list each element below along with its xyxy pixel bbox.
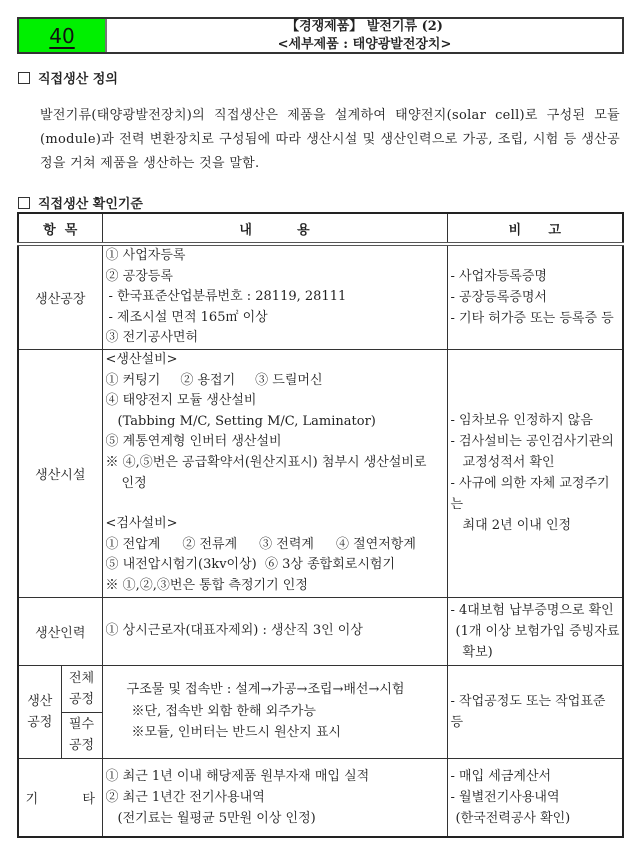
note-line: 확보) [462,644,493,660]
row-label: 생산인력 [18,597,102,665]
definition-heading [18,68,118,87]
title-line-1: 【경쟁제품】 발전기류 (2) [286,18,443,34]
content-line: ② 공장등록 [105,268,173,284]
content-line: ① 최근 1년 이내 해당제품 원부자재 매입 실적 [105,768,370,784]
column-header-content: 내 용 [102,213,447,244]
content-line: ③ 전기공사면허 [105,330,198,346]
note-line: - 사업자등록증명 [450,268,547,284]
criteria-heading-text: 직접생산 확인기준 [38,197,143,212]
title-cell [107,19,622,52]
row-label: 기 타 [18,758,102,837]
note-line: - 4대보험 납부증명으로 확인 [450,602,614,618]
row-content [102,244,447,349]
label-line: 생산 [27,693,53,709]
content-line: (Tabbing M/C, Setting M/C, Laminator) [117,413,376,429]
column-header-item: 항 목 [18,213,102,244]
label-line: 공정 [68,691,95,707]
table-row-factory [18,244,623,349]
title-box [17,17,624,54]
equipment-item: ③ 전력계 [259,536,314,552]
row-notes [447,244,623,349]
note-line: 최대 2년 이내 인정 [462,518,572,534]
column-header-remarks: 비 고 [447,213,623,244]
label-line: 공정 [68,738,95,753]
note-line: - 기타 허가증 또는 등록증 등 [450,310,614,326]
row-content [102,665,447,758]
content-line: ※모듈, 인버터는 반드시 원산지 표시 [131,725,341,741]
item-number-cell [19,19,107,52]
row-content [102,758,447,837]
checkbox-square-icon [18,197,30,209]
note-line: - 공장등록증명서 [450,289,547,305]
row-content [102,349,447,597]
table-row-facility [18,349,623,597]
note-line: - 검사설비는 공인검사기관의 [450,434,614,450]
equipment-item: ① 전압계 [105,536,161,552]
equipment-item: ② 전류계 [182,536,238,552]
production-equipment-heading: <생산설비> [105,351,178,367]
table-header-row [18,213,623,244]
table-row-other [18,758,623,837]
equipment-item: ③ 드릴머신 [255,372,323,388]
table-row-manpower [18,597,623,665]
note-line: - 사규에 의한 자체 교정주기는 [450,476,610,513]
label-line: 필수 [68,717,95,732]
inspection-equipment-heading: <검사설비> [105,516,178,532]
content-line: (전기료는 월평균 5만원 이상 인정) [117,810,316,826]
criteria-table [17,212,624,838]
production-items-line [106,371,447,392]
content-line: 구조물 및 접속반 : 설계→가공→조립→배선→시험 [126,682,405,698]
note-line: - 작업공정도 또는 작업표준 등 [450,693,606,730]
sub-label-required-process [61,712,102,758]
definition-paragraph: 발전기류(태양광발전장치)의 직접생산은 제품을 설계하여 태양전지(solar cell)로 구성된 모듈(module)과 전력 변환장치로 구성됨에 따라 생산시설 및 생산인력으로 가공, 조립, 시험 등 생산공정을 거쳐 제품을 생산하는 것을 말함. [40,108,620,171]
title-line-2: <세부제품 : 태양광발전장치> [277,36,452,52]
note-line: - 월별전기사용내역 [450,789,560,805]
production-note: ※ ④,⑤번은 공급확약서(원산지표시) 첨부시 생산설비로 인정 [105,454,427,491]
content-line: ① 사업자등록 [105,248,186,263]
content-line: - 한국표준산업분류번호 : 28119, 28111 [108,289,347,305]
sub-label-all-process [61,665,102,712]
table-row-process [18,665,623,712]
content-line: ② 최근 1년간 전기사용내역 [105,789,265,805]
label-line: 전체 [68,670,95,686]
row-label: 생산시설 [18,349,102,597]
equipment-item: ④ 절연저항계 [335,536,416,552]
row-notes [447,758,623,837]
item-number: 40 [49,23,75,48]
note-line: - 매입 세금계산서 [450,768,552,784]
content-line: ※단, 접속반 외함 한해 외주가능 [131,703,316,719]
definition-heading-text: 직접생산 정의 [38,72,118,87]
row-label [18,665,61,758]
checkbox-square-icon [18,72,30,84]
note-line: (1개 이상 보험가입 증빙자료 [455,623,620,639]
note-line: 교정성적서 확인 [462,455,555,471]
content-line: ⑤ 계통연계형 인버터 생산설비 [105,434,282,450]
content-line: - 제조시설 면적 165㎡ 이상 [108,309,268,325]
inspection-note: ※ ①,②,③번은 통합 측정기기 인정 [105,577,308,593]
row-content [102,597,447,665]
row-notes [447,349,623,597]
content-line: ④ 태양전지 모듈 생산설비 [105,393,257,409]
row-notes [447,665,623,758]
note-line: (한국전력공사 확인) [455,810,571,826]
equipment-item: ② 용접기 [180,372,236,388]
equipment-item: ① 커팅기 [105,372,161,388]
criteria-heading [18,193,143,212]
inspection-items-line [106,535,447,556]
row-label: 생산공장 [18,244,102,349]
content-line: ⑤ 내전압시험기(3kv이상) ⑥ 3상 종합회로시험기 [105,557,396,573]
label-line: 공정 [27,714,53,730]
note-line: - 임차보유 인정하지 않음 [450,413,593,429]
content-line: ① 상시근로자(대표자제외) : 생산직 3인 이상 [105,622,363,638]
row-notes [447,597,623,665]
